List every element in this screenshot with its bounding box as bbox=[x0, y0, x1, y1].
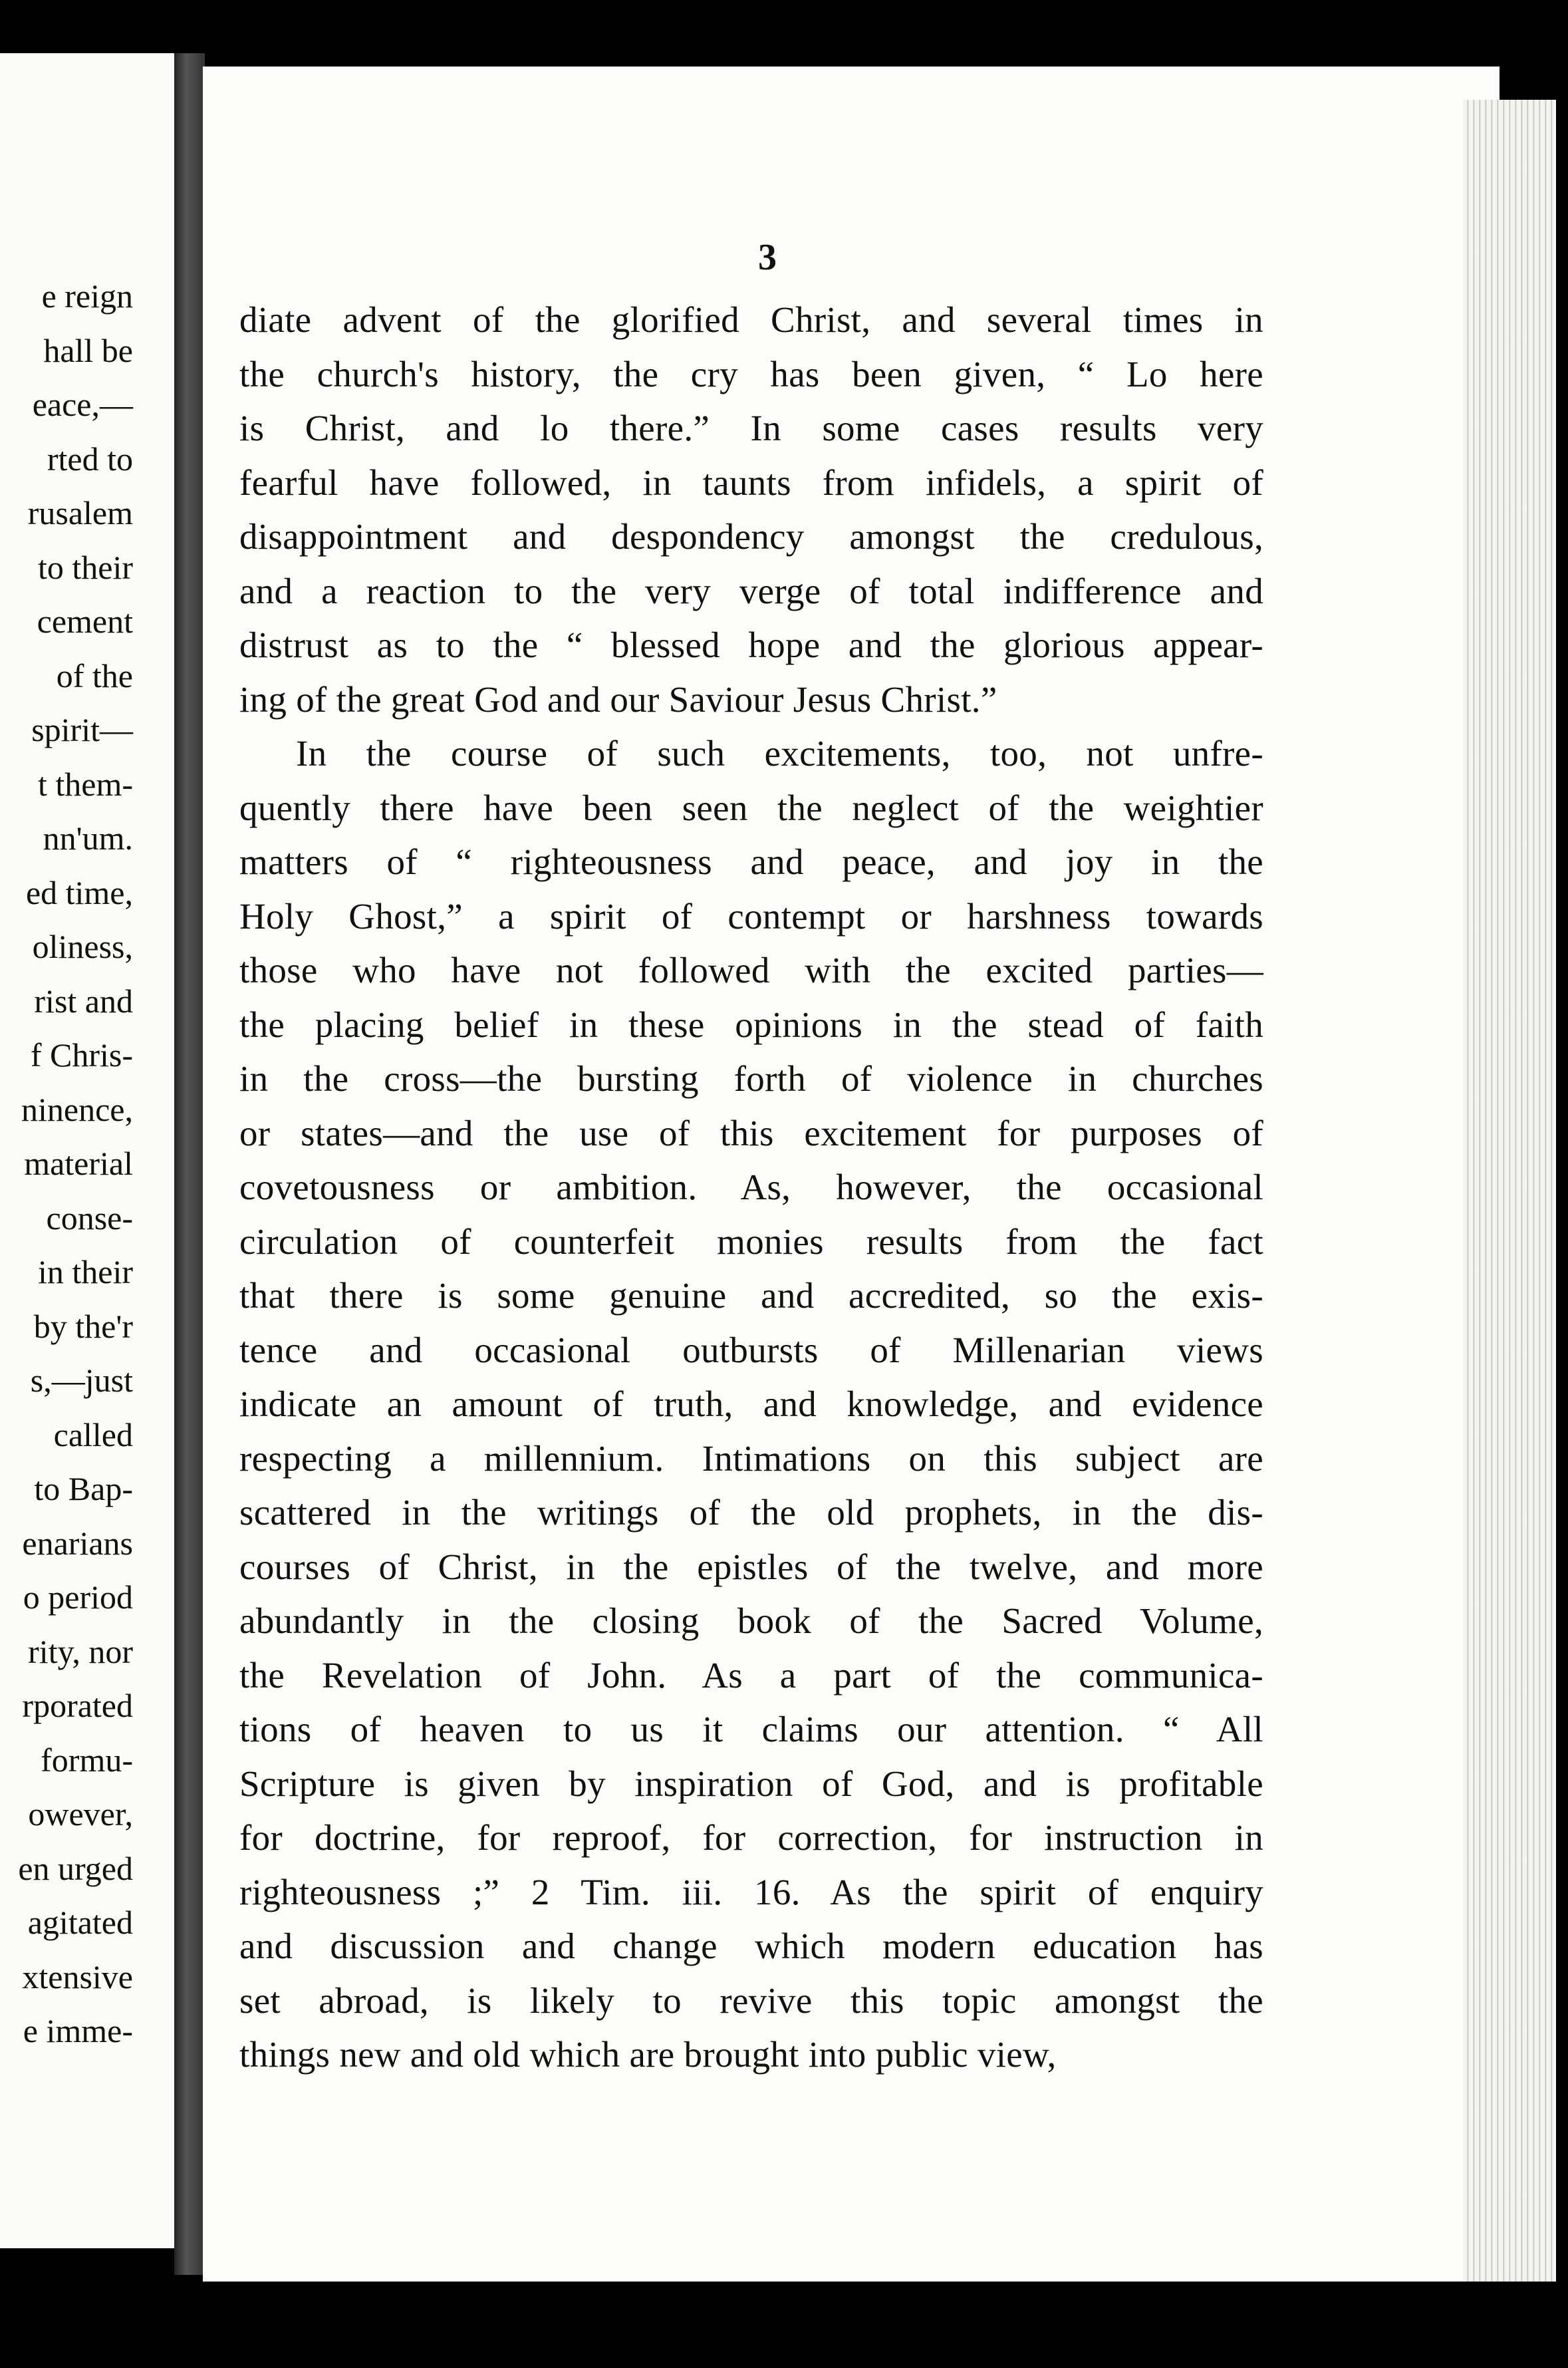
text-line: tions of heaven to us it claims our attention. “ All bbox=[239, 1709, 1263, 1749]
text-line: ing of the great God and our Saviour Jesus Christ.” bbox=[239, 678, 997, 720]
left-margin-fragment: cement bbox=[37, 603, 133, 640]
text-line: courses of Christ, in the epistles of the twelve, and more bbox=[239, 1546, 1263, 1587]
text-line: quently there have been seen the neglect of the weightier bbox=[239, 787, 1263, 828]
text-line: and a reaction to the very verge of total indifference and bbox=[239, 570, 1263, 611]
text-line: fearful have followed, in taunts from infidels, a spirit of bbox=[239, 462, 1263, 503]
left-margin-fragment: f Chris- bbox=[30, 1036, 133, 1074]
left-margin-fragment: to their bbox=[37, 548, 133, 586]
left-margin-fragment: owever, bbox=[28, 1795, 133, 1833]
text-line: the placing belief in these opinions in the stead of faith bbox=[239, 1004, 1263, 1045]
text-line: circulation of counterfeit monies results from the fact bbox=[239, 1221, 1263, 1262]
page-edges bbox=[1463, 100, 1556, 2282]
left-margin-fragment: of the bbox=[56, 657, 133, 694]
left-margin-fragment: rist and bbox=[34, 982, 133, 1020]
text-line: righteousness ;” 2 Tim. iii. 16. As the spirit of enquiry bbox=[239, 1871, 1263, 1912]
left-margin-fragment: conse- bbox=[46, 1199, 133, 1237]
left-margin-fragment: rity, nor bbox=[28, 1632, 133, 1670]
left-margin-fragment: e reign bbox=[41, 277, 133, 315]
left-margin-fragment: xtensive bbox=[22, 1958, 133, 1996]
left-margin-fragment: e imme- bbox=[23, 2012, 133, 2049]
left-margin-fragment: ed time, bbox=[25, 873, 133, 911]
left-margin-fragment: s,—just bbox=[30, 1362, 133, 1399]
text-line: Holy Ghost,” a spirit of contempt or harshness towards bbox=[239, 895, 1263, 937]
text-line: disappointment and despondency amongst the credulous, bbox=[239, 516, 1263, 557]
text-line: matters of “ righteousness and peace, and joy in the bbox=[239, 841, 1263, 882]
left-margin-fragment: eace,— bbox=[32, 386, 133, 423]
left-margin-fragment: enarians bbox=[22, 1524, 133, 1562]
text-line: those who have not followed with the excited parties— bbox=[239, 950, 1263, 990]
left-page-fragment bbox=[0, 53, 180, 2248]
left-margin-fragment: called bbox=[53, 1415, 133, 1453]
text-line: set abroad, is likely to revive this topic amongst the bbox=[239, 1980, 1263, 2021]
page-number: 3 bbox=[758, 237, 777, 278]
left-margin-fragment: en urged bbox=[18, 1849, 133, 1887]
text-line: respecting a millennium. Intimations on this subject are bbox=[239, 1437, 1263, 1479]
text-line: scattered in the writings of the old prophets, in the dis- bbox=[239, 1492, 1263, 1533]
text-line: and discussion and change which modern education has bbox=[239, 1926, 1263, 1966]
left-margin-fragment: to Bap- bbox=[34, 1470, 133, 1507]
text-line: in the cross—the bursting forth of violence in churches bbox=[239, 1058, 1263, 1099]
text-line: that there is some genuine and accredited, so the exis- bbox=[239, 1275, 1263, 1316]
left-margin-fragment: oliness, bbox=[32, 928, 133, 965]
left-margin-fragment: agitated bbox=[27, 1904, 133, 1941]
book-gutter bbox=[174, 53, 205, 2275]
text-line: indicate an amount of truth, and knowledge, and evidence bbox=[239, 1384, 1263, 1424]
text-line: or states—and the use of this excitement for purposes of bbox=[239, 1112, 1263, 1153]
left-margin-fragment: material bbox=[24, 1145, 133, 1182]
left-margin-fragment: rusalem bbox=[27, 494, 133, 531]
left-margin-fragment: formu- bbox=[41, 1741, 133, 1779]
text-line: In the course of such excitements, too, not unfre- bbox=[296, 733, 1263, 774]
text-line: things new and old which are brought into public view, bbox=[239, 2034, 1057, 2075]
left-margin-fragment: o period bbox=[23, 1578, 133, 1616]
left-margin-fragment: rporated bbox=[22, 1687, 133, 1724]
text-line: is Christ, and lo there.” In some cases results very bbox=[239, 408, 1263, 448]
body-text bbox=[239, 293, 1263, 2082]
text-line: abundantly in the closing book of the Sacred Volume, bbox=[239, 1600, 1263, 1641]
left-margin-fragment: nn'um. bbox=[43, 819, 133, 857]
left-margin-fragment: in their bbox=[37, 1253, 133, 1290]
text-line: tence and occasional outbursts of Millenarian views bbox=[239, 1329, 1263, 1370]
left-margin-fragment: by the'r bbox=[33, 1307, 133, 1345]
text-line: covetousness or ambition. As, however, the occasional bbox=[239, 1167, 1263, 1207]
left-margin-fragment: t them- bbox=[37, 765, 133, 803]
left-margin-fragment: spirit— bbox=[31, 711, 133, 748]
text-line: for doctrine, for reproof, for correction, for instruction in bbox=[239, 1817, 1263, 1858]
text-line: the church's history, the cry has been given, “ Lo here bbox=[239, 353, 1263, 394]
text-line: Scripture is given by inspiration of God, and is profitable bbox=[239, 1763, 1263, 1804]
left-margin-fragment: hall be bbox=[43, 331, 133, 369]
text-line: distrust as to the “ blessed hope and the glorious appear- bbox=[239, 625, 1263, 665]
left-margin-fragment: rted to bbox=[47, 440, 133, 478]
left-margin-fragment: ninence, bbox=[21, 1090, 133, 1128]
text-line: the Revelation of John. As a part of the communica- bbox=[239, 1654, 1263, 1696]
text-line: diate advent of the glorified Christ, and several times in bbox=[239, 299, 1263, 340]
